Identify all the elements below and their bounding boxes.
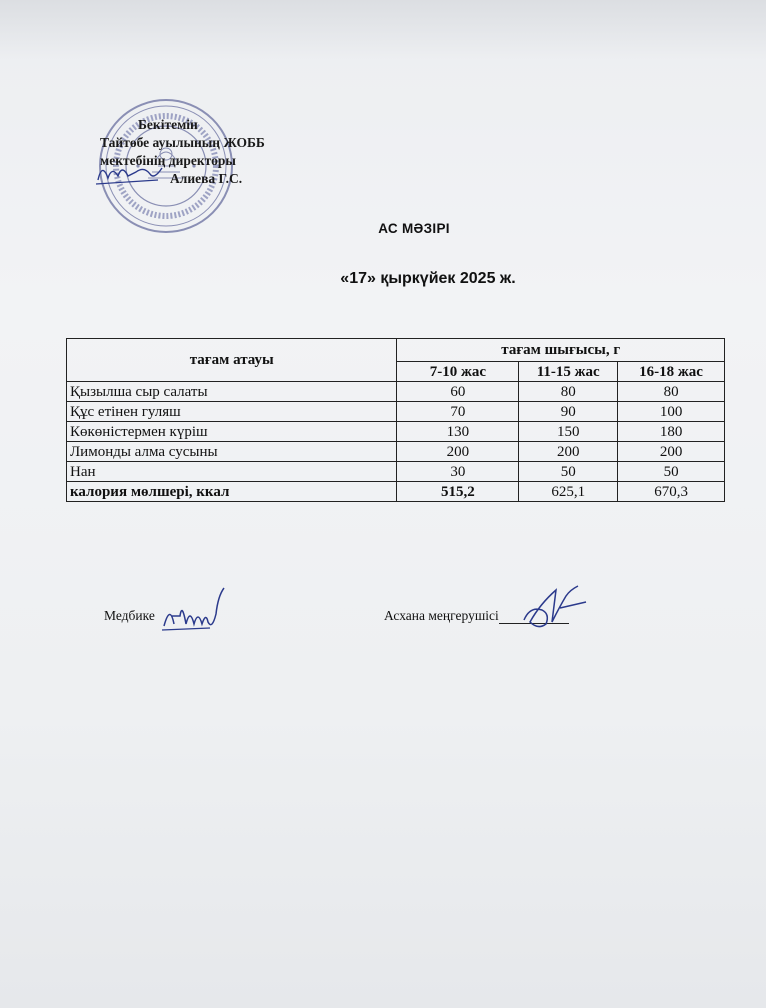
menu-date: «17» қыркүйек 2025 ж. [340,270,516,287]
approval-title: Бекітемін [138,117,198,132]
table-row [67,382,725,402]
header-age-group: 7-10 жас [397,362,519,382]
menu-table [66,338,725,502]
dish-name: Қызылша сыр салаты [67,382,397,402]
cook-signature [516,576,596,636]
header-dish-name: тағам атауы [67,339,397,382]
cook-title: Асхана меңгерушісі [384,608,499,623]
portion-value: 50 [618,462,725,482]
portion-value: 200 [397,442,519,462]
portion-value: 80 [519,382,618,402]
portion-value: 60 [397,382,519,402]
table-row [67,462,725,482]
portion-value: 30 [397,462,519,482]
nurse-signature-label: Медбике [104,608,155,623]
calorie-value: 625,1 [519,482,618,502]
approval-school: Тайтөбе ауылының ЖОББ [100,135,265,150]
portion-value: 150 [519,422,618,442]
portion-value: 200 [519,442,618,462]
calorie-total-row [67,482,725,502]
header-age-group: 11-15 жас [519,362,618,382]
portion-value: 70 [397,402,519,422]
approval-director-name: Алиева Г.С. [170,171,243,186]
dish-name: Құс етінен гуляш [67,402,397,422]
dish-name: Көкөністермен күріш [67,422,397,442]
portion-value: 180 [618,422,725,442]
portion-value: 80 [618,382,725,402]
calorie-value: 670,3 [618,482,725,502]
portion-value: 130 [397,422,519,442]
page-shadow [0,0,766,60]
portion-value: 100 [618,402,725,422]
nurse-signature [160,584,230,640]
director-signature [92,158,172,188]
dish-name: Нан [67,462,397,482]
calorie-label: калория мөлшері, ккал [67,482,397,502]
dish-name: Лимонды алма сусыны [67,442,397,462]
table-row [67,422,725,442]
portion-value: 200 [618,442,725,462]
header-age-group: 16-18 жас [618,362,725,382]
table-row [67,402,725,422]
menu-title: АС МӘЗІРІ [378,221,450,236]
portion-value: 90 [519,402,618,422]
approval-position: мектебінің директоры [100,153,236,168]
calorie-value: 515,2 [397,482,519,502]
header-portion-output: тағам шығысы, г [397,339,725,362]
table-row [67,442,725,462]
portion-value: 50 [519,462,618,482]
